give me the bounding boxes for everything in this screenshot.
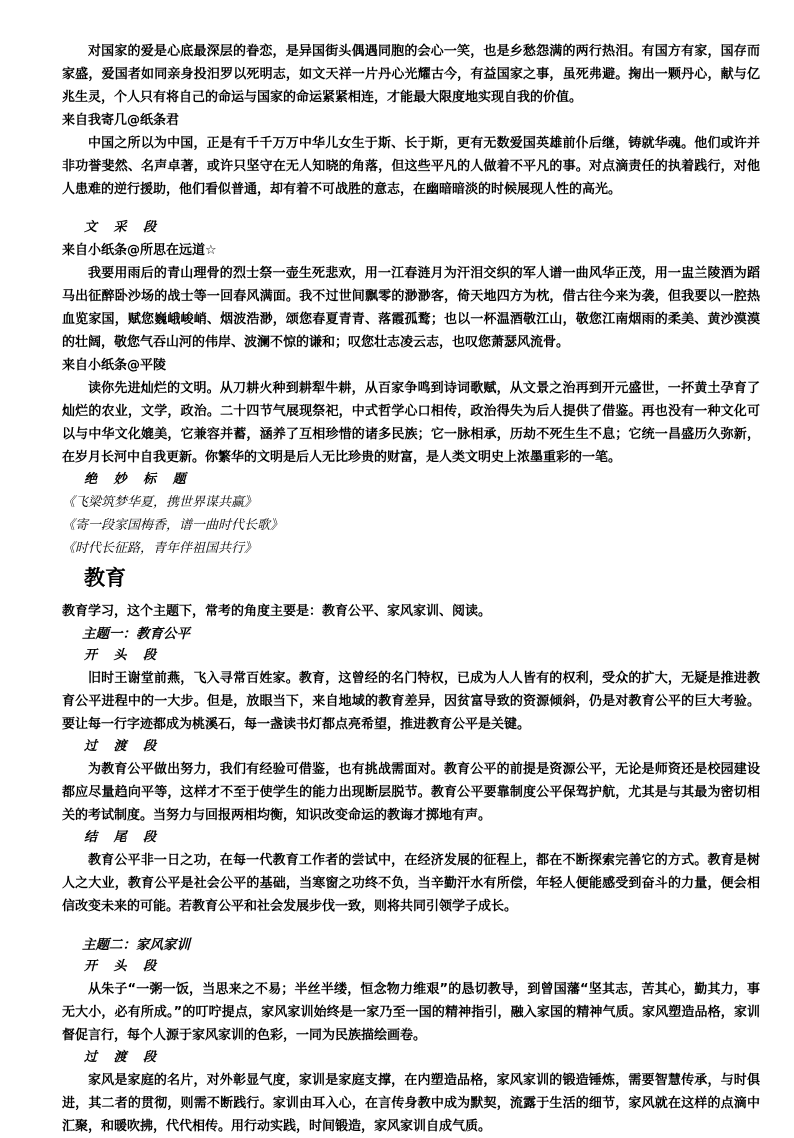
section-label-titles: 绝 妙 标 题 bbox=[84, 472, 192, 487]
section-heading-education: 教育 bbox=[84, 566, 126, 590]
title-item: 《飞梁筑梦华夏，携世界谋共赢》 bbox=[62, 495, 258, 510]
section-label-transition: 过 渡 段 bbox=[84, 739, 163, 754]
paragraph-transition: 家风是家庭的名片，对外彰显气度，家训是家庭支撑，在内塑造品格，家风家训的锻造锤炼，需要智慧传承，与时俱进，其二者的贯彻，则需不断践行。家训由耳入心，在言传身教中成为默契，流露于生活的细节，家风就在这样的点滴中汇聚，和暖吹拂，代代相传。用行动实践，时间锻造，家风家训自成气质。 bbox=[62, 1073, 760, 1134]
paragraph-transition: 为教育公平做出努力，我们有经验可借鉴，也有挑战需面对。教育公平的前提是资源公平，无论是师资还是校园建设都应尽量趋向平等，这样才不至于使学生的能力出现断层脱节。教育公平要靠制度公平保驾护航，尤其是与其最为密切相关的考试制度。当努力与回报两相均衡，知识改变命运的教诲才掷地有声。 bbox=[62, 762, 760, 823]
source-line: 来自小纸条@平陵 bbox=[62, 358, 167, 373]
section-label-ending: 结 尾 段 bbox=[84, 830, 163, 845]
paragraph-patriotism-1: 对国家的爱是心底最深层的眷恋，是异国街头偶遇同胞的会心一笑，也是乡愁怨满的两行热泪。有国方有家，国存而家盛，爱国者如同亲身投汨罗以死明志，如文天祥一片丹心光耀古今，有益国家之事，虽死弗避。掬出一颗丹心，献与亿兆生灵，个人只有将自己的命运与国家的命运紧紧相连，才能最大限度地实现自我的价值。 bbox=[62, 44, 760, 105]
title-item: 《寄一段家国梅香，谱一曲时代长歌》 bbox=[62, 518, 284, 533]
source-line: 来自小纸条@所思在远道☆ bbox=[62, 243, 217, 258]
source-line: 来自我寄几@纸条君 bbox=[62, 113, 180, 128]
paragraph-opening: 旧时王谢堂前燕，飞入寻常百姓家。教育，这曾经的名门特权，已成为人人皆有的权利，受众的扩大，无疑是推进教育公平进程中的一大步。但是，放眼当下，来自地域的教育差异，因贫富导致的资源倾斜，仍是对教育公平的巨大考验。要让每一行字迹都成为桃溪石，每一盏读书灯都点亮希望，推进教育公平是关键。 bbox=[62, 671, 760, 732]
section-label-opening: 开 头 段 bbox=[84, 648, 163, 663]
intro-line: 教育学习，这个主题下，常考的角度主要是：教育公平、家风家训、阅读。 bbox=[62, 604, 492, 619]
section-label-wencai: 文 采 段 bbox=[84, 220, 163, 235]
section-label-opening: 开 头 段 bbox=[84, 959, 163, 974]
theme-heading: 主题二：家风家训 bbox=[82, 937, 190, 953]
title-item: 《时代长征路，青年伴祖国共行》 bbox=[62, 541, 258, 556]
theme-heading: 主题一：教育公平 bbox=[82, 626, 190, 642]
paragraph-wencai-2: 读你先进灿烂的文明。从刀耕火种到耕犁牛耕，从百家争鸣到诗词歌赋，从文景之治再到开元盛世，一抔黄土孕育了灿烂的农业，文学，政治。二十四节气展现祭祀，中式哲学心口相传，政治得失为后人提供了借鉴。再也没有一种文化可以与中华文化媲美，它兼容并蓄，涵养了互相珍惜的诸多民族；它一脉相承，历劫不死生生不息；它统一昌盛历久弥新，在岁月长河中自我更新。你繁华的文明是后人无比珍贵的财富，是人类文明史上浓墨重彩的一笔。 bbox=[62, 381, 760, 465]
section-label-transition: 过 渡 段 bbox=[84, 1050, 163, 1065]
paragraph-ending: 教育公平非一日之功，在每一代教育工作者的尝试中，在经济发展的征程上，都在不断探索完善它的方式。教育是树人之大业，教育公平是社会公平的基础，当寒窗之功终不负，当辛勤汗水有所偿，年轻人便能感受到奋斗的力量，便会相信改变未来的可能。若教育公平和社会发展步伐一致，则将共同引领学子成长。 bbox=[62, 853, 760, 914]
paragraph-wencai-1: 我要用雨后的青山理骨的烈士祭一壶生死悲欢，用一江春涟月为汗泪交织的军人谱一曲风华正茂，用一盅兰陵酒为蹈马出征醉卧沙场的战士等一回春风满面。我不过世间飘零的渺渺客，倚天地四方为枕，借古往今来为袭，但我要以一腔热血览家国，赋您巍峨峻峭、烟波浩渺，颂您春夏青青、落霞孤鹜；也以一杯温酒敬江山，敬您江南烟雨的柔美、黄沙漠漠的壮阔，敬您气吞山河的伟岸、波澜不惊的谦和；叹您壮志凌云志，也叹您萧瑟风流骨。 bbox=[62, 266, 760, 350]
document-page bbox=[62, 40, 760, 1138]
paragraph-patriotism-2: 中国之所以为中国，正是有千千万万中华儿女生于斯、长于斯，更有无数爱国英雄前仆后继，铸就华魂。他们或许并非功誉斐然、名声卓著，或许只坚守在无人知晓的角落，但这些平凡的人做着不平凡的事。对点滴责任的执着践行，对他人患难的逆行援助，他们看似普通，却有着不可战胜的意志，在幽暗暗淡的时候展现人性的高光。 bbox=[62, 136, 760, 197]
paragraph-opening: 从朱子“一粥一饭，当思来之不易；半丝半缕，恒念物力维艰”的恳切教导，到曾国藩“坚其志，苦其心，勤其力，事无大小，必有所成。”的叮咛提点，家风家训始终是一家乃至一国的精神指引，融入家国的精神气质。家风塑造品格，家训督促言行，每个人源于家风家训的色彩，一同为民族描绘画卷。 bbox=[62, 982, 760, 1043]
